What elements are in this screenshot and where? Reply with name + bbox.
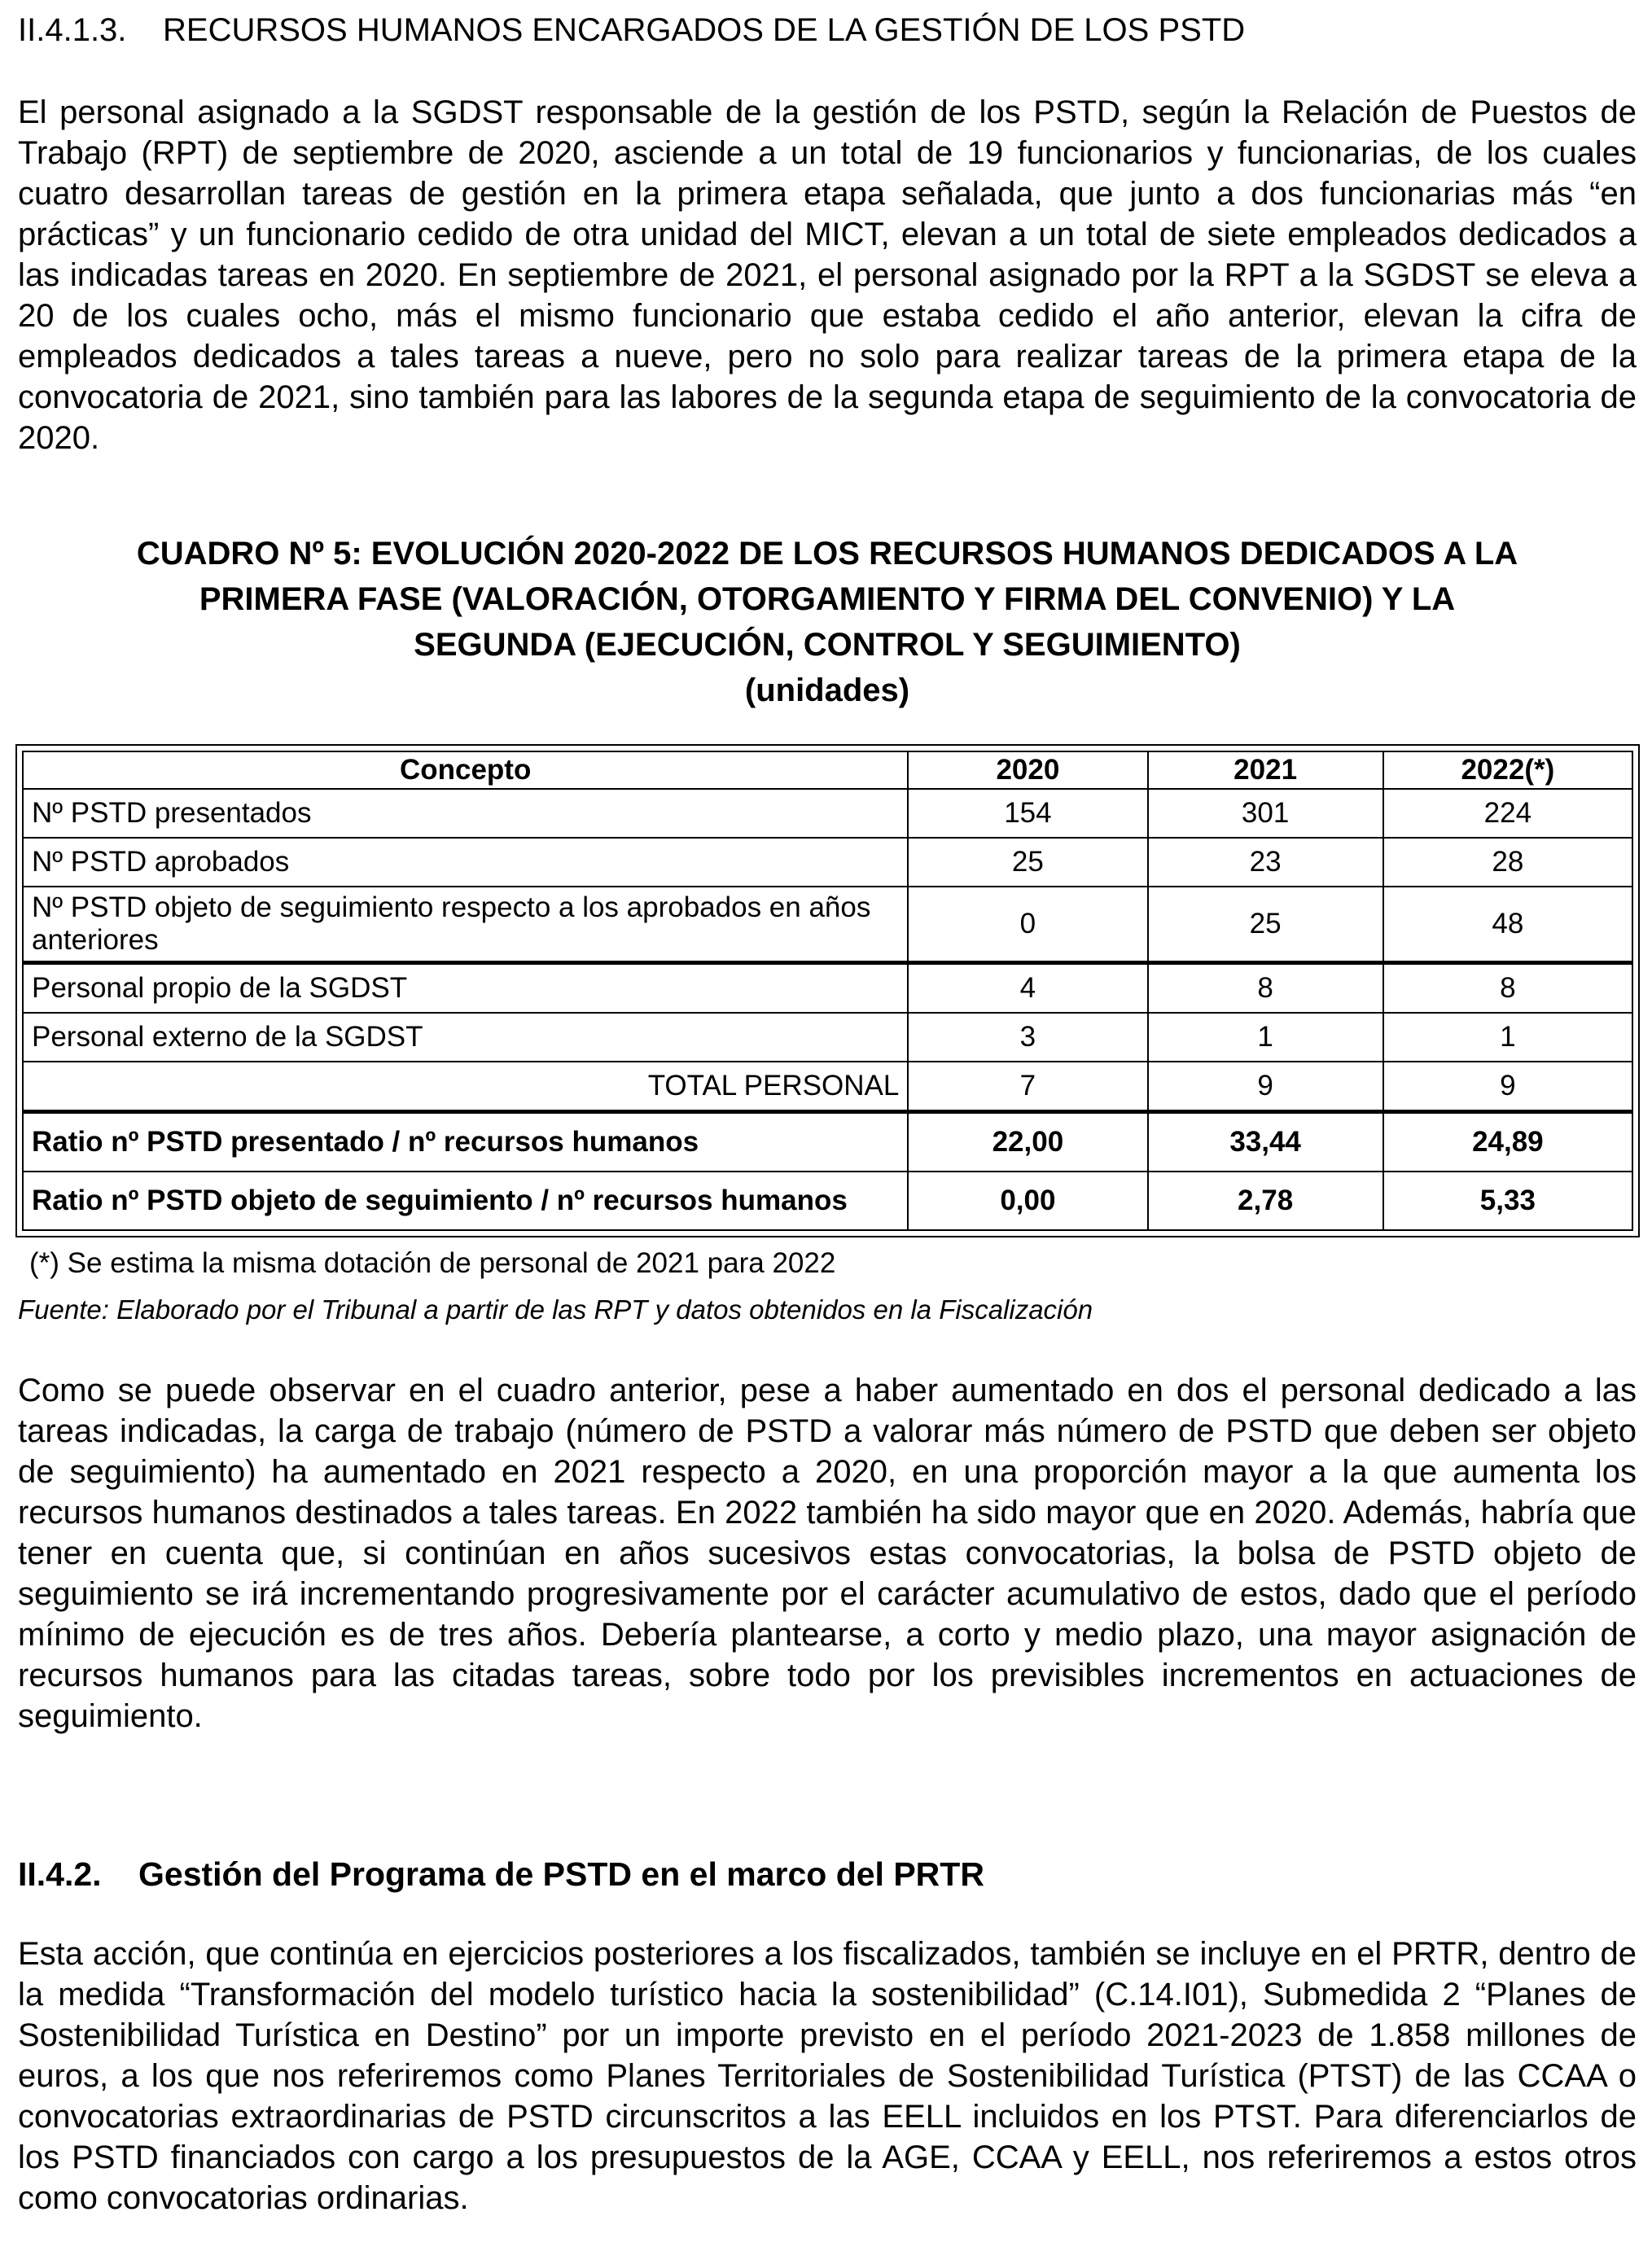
cell-2020: 4 [908,963,1147,1014]
section-heading-ii-4-1-3 [18,10,1245,50]
table-caption-line-2: PRIMERA FASE (VALORACIÓN, OTORGAMIENTO Y FIRMA DEL CONVENIO) Y LA [199,581,1456,617]
cell-2020: 3 [908,1013,1147,1062]
cell-concepto: Personal propio de la SGDST [23,963,908,1014]
table-row-ratio [23,1112,1632,1172]
cell-2020: 154 [908,789,1147,838]
cell-2021: 33,44 [1148,1112,1383,1172]
cell-2022: 8 [1383,963,1632,1014]
cell-2020: 7 [908,1062,1147,1112]
cell-2021: 8 [1148,963,1383,1014]
table-row [23,963,1632,1014]
cell-2022: 48 [1383,887,1632,963]
header-concepto: Concepto [23,751,908,789]
table-caption-units: (unidades) [744,672,910,708]
section-title: Gestión del Programa de PSTD en el marco del PRTR [138,1855,984,1893]
cell-concepto: Ratio nº PSTD objeto de seguimiento / nº recursos humanos [23,1172,908,1230]
cell-2021: 23 [1148,838,1383,887]
cell-2021: 301 [1148,789,1383,838]
cell-2020: 0,00 [908,1172,1147,1230]
paragraph-analysis: Como se puede observar en el cuadro anterior, pese a haber aumentado en dos el personal dedicado a las tareas indicadas, la carga de trabajo (número de PSTD a valorar más número de PSTD que deben ser objeto de seguimiento) ha aumentado en 2021 respecto a 2020, en una proporción mayor a la que aumenta los recursos humanos destinados a tales tareas. En 2022 también ha sido mayor que en 2020. Además, habría que tener en cuenta que, si continúan en años sucesivos estas convocatorias, la bolsa de PSTD objeto de seguimiento se irá incrementando progresivamente por el carácter acumulativo de estos, dado que el período mínimo de ejecución es de tres años. Debería plantearse, a corto y medio plazo, una mayor asignación de recursos humanos para las citadas tareas, sobre todo por los previsibles incrementos en actuaciones de seguimiento. [18,1373,1637,1734]
cell-concepto: Nº PSTD presentados [23,789,908,838]
cell-concepto: Ratio nº PSTD presentado / nº recursos humanos [23,1112,908,1172]
cell-2021: 25 [1148,887,1383,963]
table-header-row [23,751,1632,789]
cell-2021: 1 [1148,1013,1383,1062]
table-row [23,1013,1632,1062]
paragraph-prtr: Esta acción, que continúa en ejercicios posteriores a los fiscalizados, también se incluye en el PRTR, dentro de la medida “Transformación del modelo turístico hacia la sostenibilidad” (C.14.I01), Submedida 2 “Planes de Sostenibilidad Turística en Destino” por un importe previsto en el período 2021-2023 de 1.858 millones de euros, a los que nos referiremos como Planes Territoriales de Sostenibilidad Turística (PTST) de las CCAA o convocatorias extraordinarias de PSTD circunscritos a las EELL incluidos en los PTST. Para diferenciarlos de los PSTD financiados con cargo a los presupuestos de la AGE, CCAA y EELL, nos referiremos a estos otros como convocatorias ordinarias. [18,1936,1637,2216]
cell-2020: 25 [908,838,1147,887]
cell-concepto: TOTAL PERSONAL [23,1062,908,1112]
cell-2022: 224 [1383,789,1632,838]
header-2021: 2021 [1148,751,1383,789]
section-number: II.4.2. [18,1855,102,1893]
header-2020: 2020 [908,751,1147,789]
cell-2021: 2,78 [1148,1172,1383,1230]
cell-2020: 22,00 [908,1112,1147,1172]
table-row [23,887,1632,963]
section-title: RECURSOS HUMANOS ENCARGADOS DE LA GESTIÓN DE LOS PSTD [163,12,1246,48]
header-2022: 2022(*) [1383,751,1632,789]
cell-2022: 9 [1383,1062,1632,1112]
table-row-total [23,1062,1632,1112]
table-row-ratio [23,1172,1632,1230]
paragraph-personal-asignado: El personal asignado a la SGDST responsable de la gestión de los PSTD, según la Relación de Puestos de Trabajo (RPT) de septiembre de 2020, asciende a un total de 19 funcionarios y funcionarias, de los cuales cuatro desarrollan tareas de gestión en la primera etapa señalada, que junto a dos funcionarias más “en prácticas” y un funcionario cedido de otra unidad del MICT, elevan a un total de siete empleados dedicados a las indicadas tareas en 2020. En septiembre de 2021, el personal asignado por la RPT a la SGDST se eleva a 20 de los cuales ocho, más el mismo funcionario que estaba cedido el año anterior, elevan la cifra de empleados dedicados a tales tareas a nueve, pero no solo para realizar tareas de la primera etapa de la convocatoria de 2021, sino también para las labores de la segunda etapa de seguimiento de la convocatoria de 2020. [18,94,1637,456]
table-caption-line-1: CUADRO Nº 5: EVOLUCIÓN 2020-2022 DE LOS RECURSOS HUMANOS DEDICADOS A LA [136,536,1518,572]
cell-2022: 1 [1383,1013,1632,1062]
table-caption-line-3: SEGUNDA (EJECUCIÓN, CONTROL Y SEGUIMIENTO) [414,627,1241,663]
cell-2022: 5,33 [1383,1172,1632,1230]
section-number: II.4.1.3. [18,12,127,48]
cell-2020: 0 [908,887,1147,963]
table-row [23,789,1632,838]
cell-2022: 24,89 [1383,1112,1632,1172]
cell-2021: 9 [1148,1062,1383,1112]
cell-concepto: Nº PSTD objeto de seguimiento respecto a los aprobados en años anteriores [23,887,908,963]
table-row [23,838,1632,887]
section-heading-ii-4-2 [18,1854,984,1894]
cell-2022: 28 [1383,838,1632,887]
cell-concepto: Personal externo de la SGDST [23,1013,908,1062]
cell-concepto: Nº PSTD aprobados [23,838,908,887]
table-caption [18,531,1637,713]
table-source: Fuente: Elaborado por el Tribunal a partir de las RPT y datos obtenidos en la Fiscalización [18,1294,1093,1325]
table-footnote: (*) Se estima la misma dotación de personal de 2021 para 2022 [29,1247,836,1279]
table-frame [15,744,1640,1237]
human-resources-table [22,751,1633,1231]
